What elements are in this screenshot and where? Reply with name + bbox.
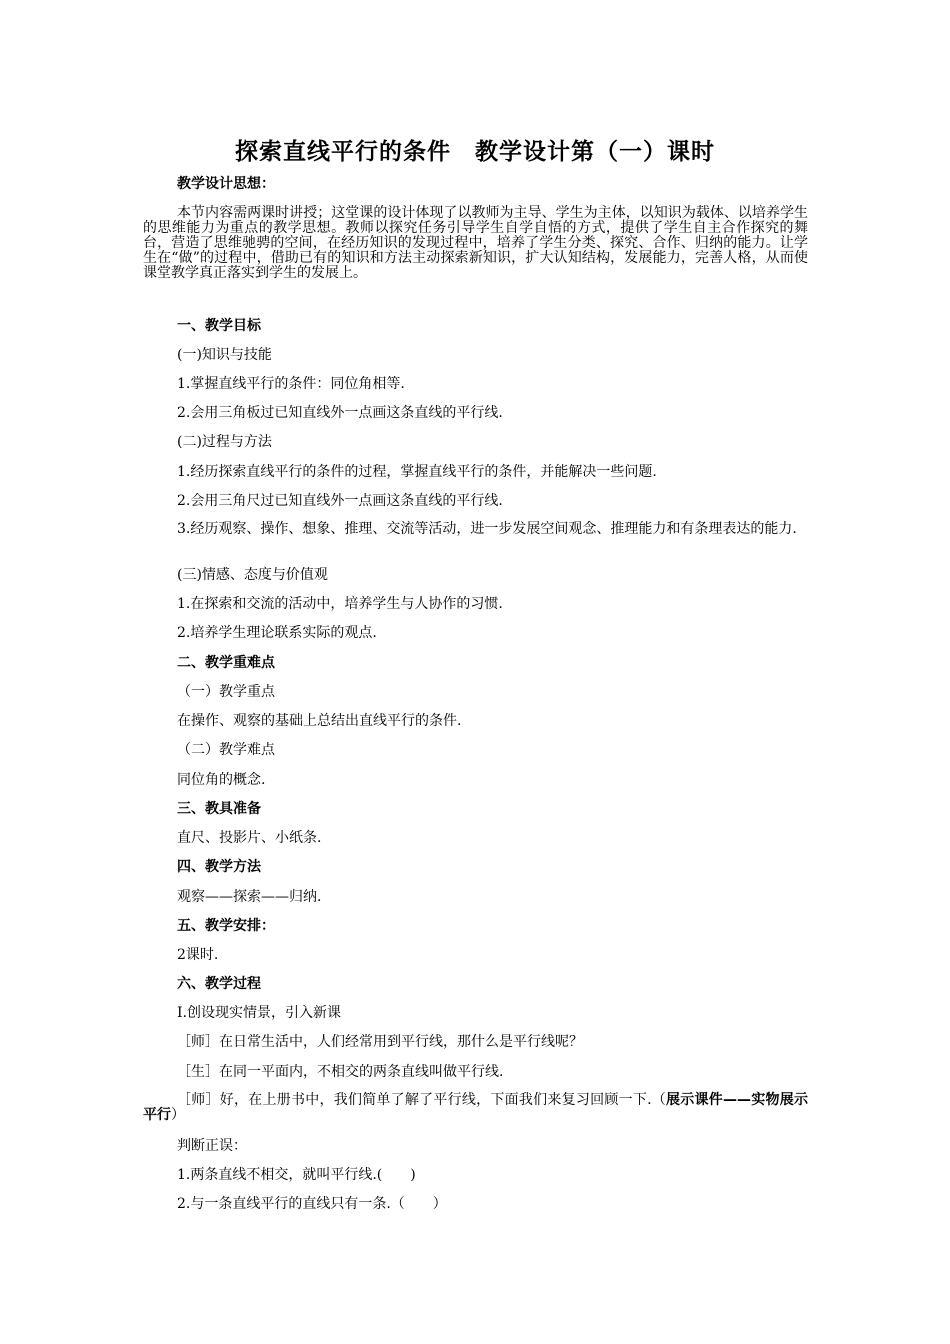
- section-heading-methods: 四、教学方法: [177, 859, 261, 875]
- dialogue-teacher-review-text: ［师］好，在上册书中，我们简单了解了平行线，下面我们来复习回顾一下.（: [177, 1092, 667, 1108]
- design-thought-heading: 教学设计思想：: [177, 176, 275, 192]
- key-point-text: 在操作、观察的基础上总结出直线平行的条件.: [177, 713, 462, 729]
- objective-item: 2.会用三角板过已知直线外一点画这条直线的平行线.: [177, 405, 503, 421]
- dialogue-teacher: ［师］在日常生活中，人们经常用到平行线，那什么是平行线呢？: [177, 1034, 583, 1050]
- objective-item: 1.经历探索直线平行的条件的过程，掌握直线平行的条件，并能解决一些问题.: [177, 464, 657, 480]
- section-heading-materials: 三、教具准备: [177, 801, 261, 817]
- dialogue-teacher-review: [143, 1093, 808, 1123]
- process-step-heading: Ⅰ.创设现实情景，引入新课: [177, 1005, 341, 1021]
- subheading-key-point: （一）教学重点: [177, 684, 275, 700]
- dialogue-student: ［生］在同一平面内，不相交的两条直线叫做平行线.: [177, 1064, 504, 1080]
- design-thought-paragraph: 本节内容需两课时讲授；这堂课的设计体现了以教师为主导、学生为主体，以知识为载体、以培养学生的思维能力为重点的教学思想。教师以探究任务引导学生自学自悟的方式，提供了学生自主合作探究的舞台，营造了思维驰骋的空间，在经历知识的发现过程中，培养了学生分类、探究、合作、归纳的能力。让学生在“做”的过程中，借助已有的知识和方法主动探索新知识，扩大认知结构，发展能力，完善人格，从而使课堂教学真正落实到学生的发展上。: [143, 205, 808, 281]
- judge-question: 2.与一条直线平行的直线只有一条.（ ）: [177, 1196, 447, 1212]
- judge-question: 1.两条直线不相交，就叫平行线.( ): [177, 1167, 416, 1183]
- section-heading-schedule: 五、教学安排：: [177, 918, 275, 934]
- methods-text: 观察——探索——归纳.: [177, 889, 322, 905]
- subheading-knowledge-skills: (一)知识与技能: [177, 347, 272, 363]
- difficulty-text: 同位角的概念.: [177, 772, 266, 788]
- objective-item: 1.掌握直线平行的条件：同位角相等.: [177, 376, 405, 392]
- section-heading-process: 六、教学过程: [177, 976, 261, 992]
- objective-item: 1.在探索和交流的活动中，培养学生与人协作的习惯.: [177, 596, 503, 612]
- objective-item: 3.经历观察、操作、想象、推理、交流等活动，进一步发展空间观念、推理能力和有条理表达的能力.: [177, 521, 797, 537]
- document-title: 探索直线平行的条件 教学设计第（一）课时: [235, 139, 715, 165]
- courseware-note: 展示课件——实物展示平行: [143, 1092, 809, 1123]
- section-heading-objectives: 一、教学目标: [177, 318, 261, 334]
- subheading-emotion-values: (三)情感、态度与价值观: [177, 567, 328, 583]
- objective-item: 2.培养学生理论联系实际的观点.: [177, 625, 377, 641]
- objective-item: 2.会用三角尺过已知直线外一点画这条直线的平行线.: [177, 493, 503, 509]
- schedule-text: 2课时.: [177, 947, 219, 963]
- materials-text: 直尺、投影片、小纸条.: [177, 830, 322, 846]
- section-heading-key-points: 二、教学重难点: [177, 655, 275, 671]
- judge-heading: 判断正误：: [177, 1138, 247, 1154]
- subheading-difficulty: （二）教学难点: [177, 742, 275, 758]
- subheading-process-methods: (二)过程与方法: [177, 434, 272, 450]
- dialogue-teacher-review-end: ）: [171, 1107, 185, 1123]
